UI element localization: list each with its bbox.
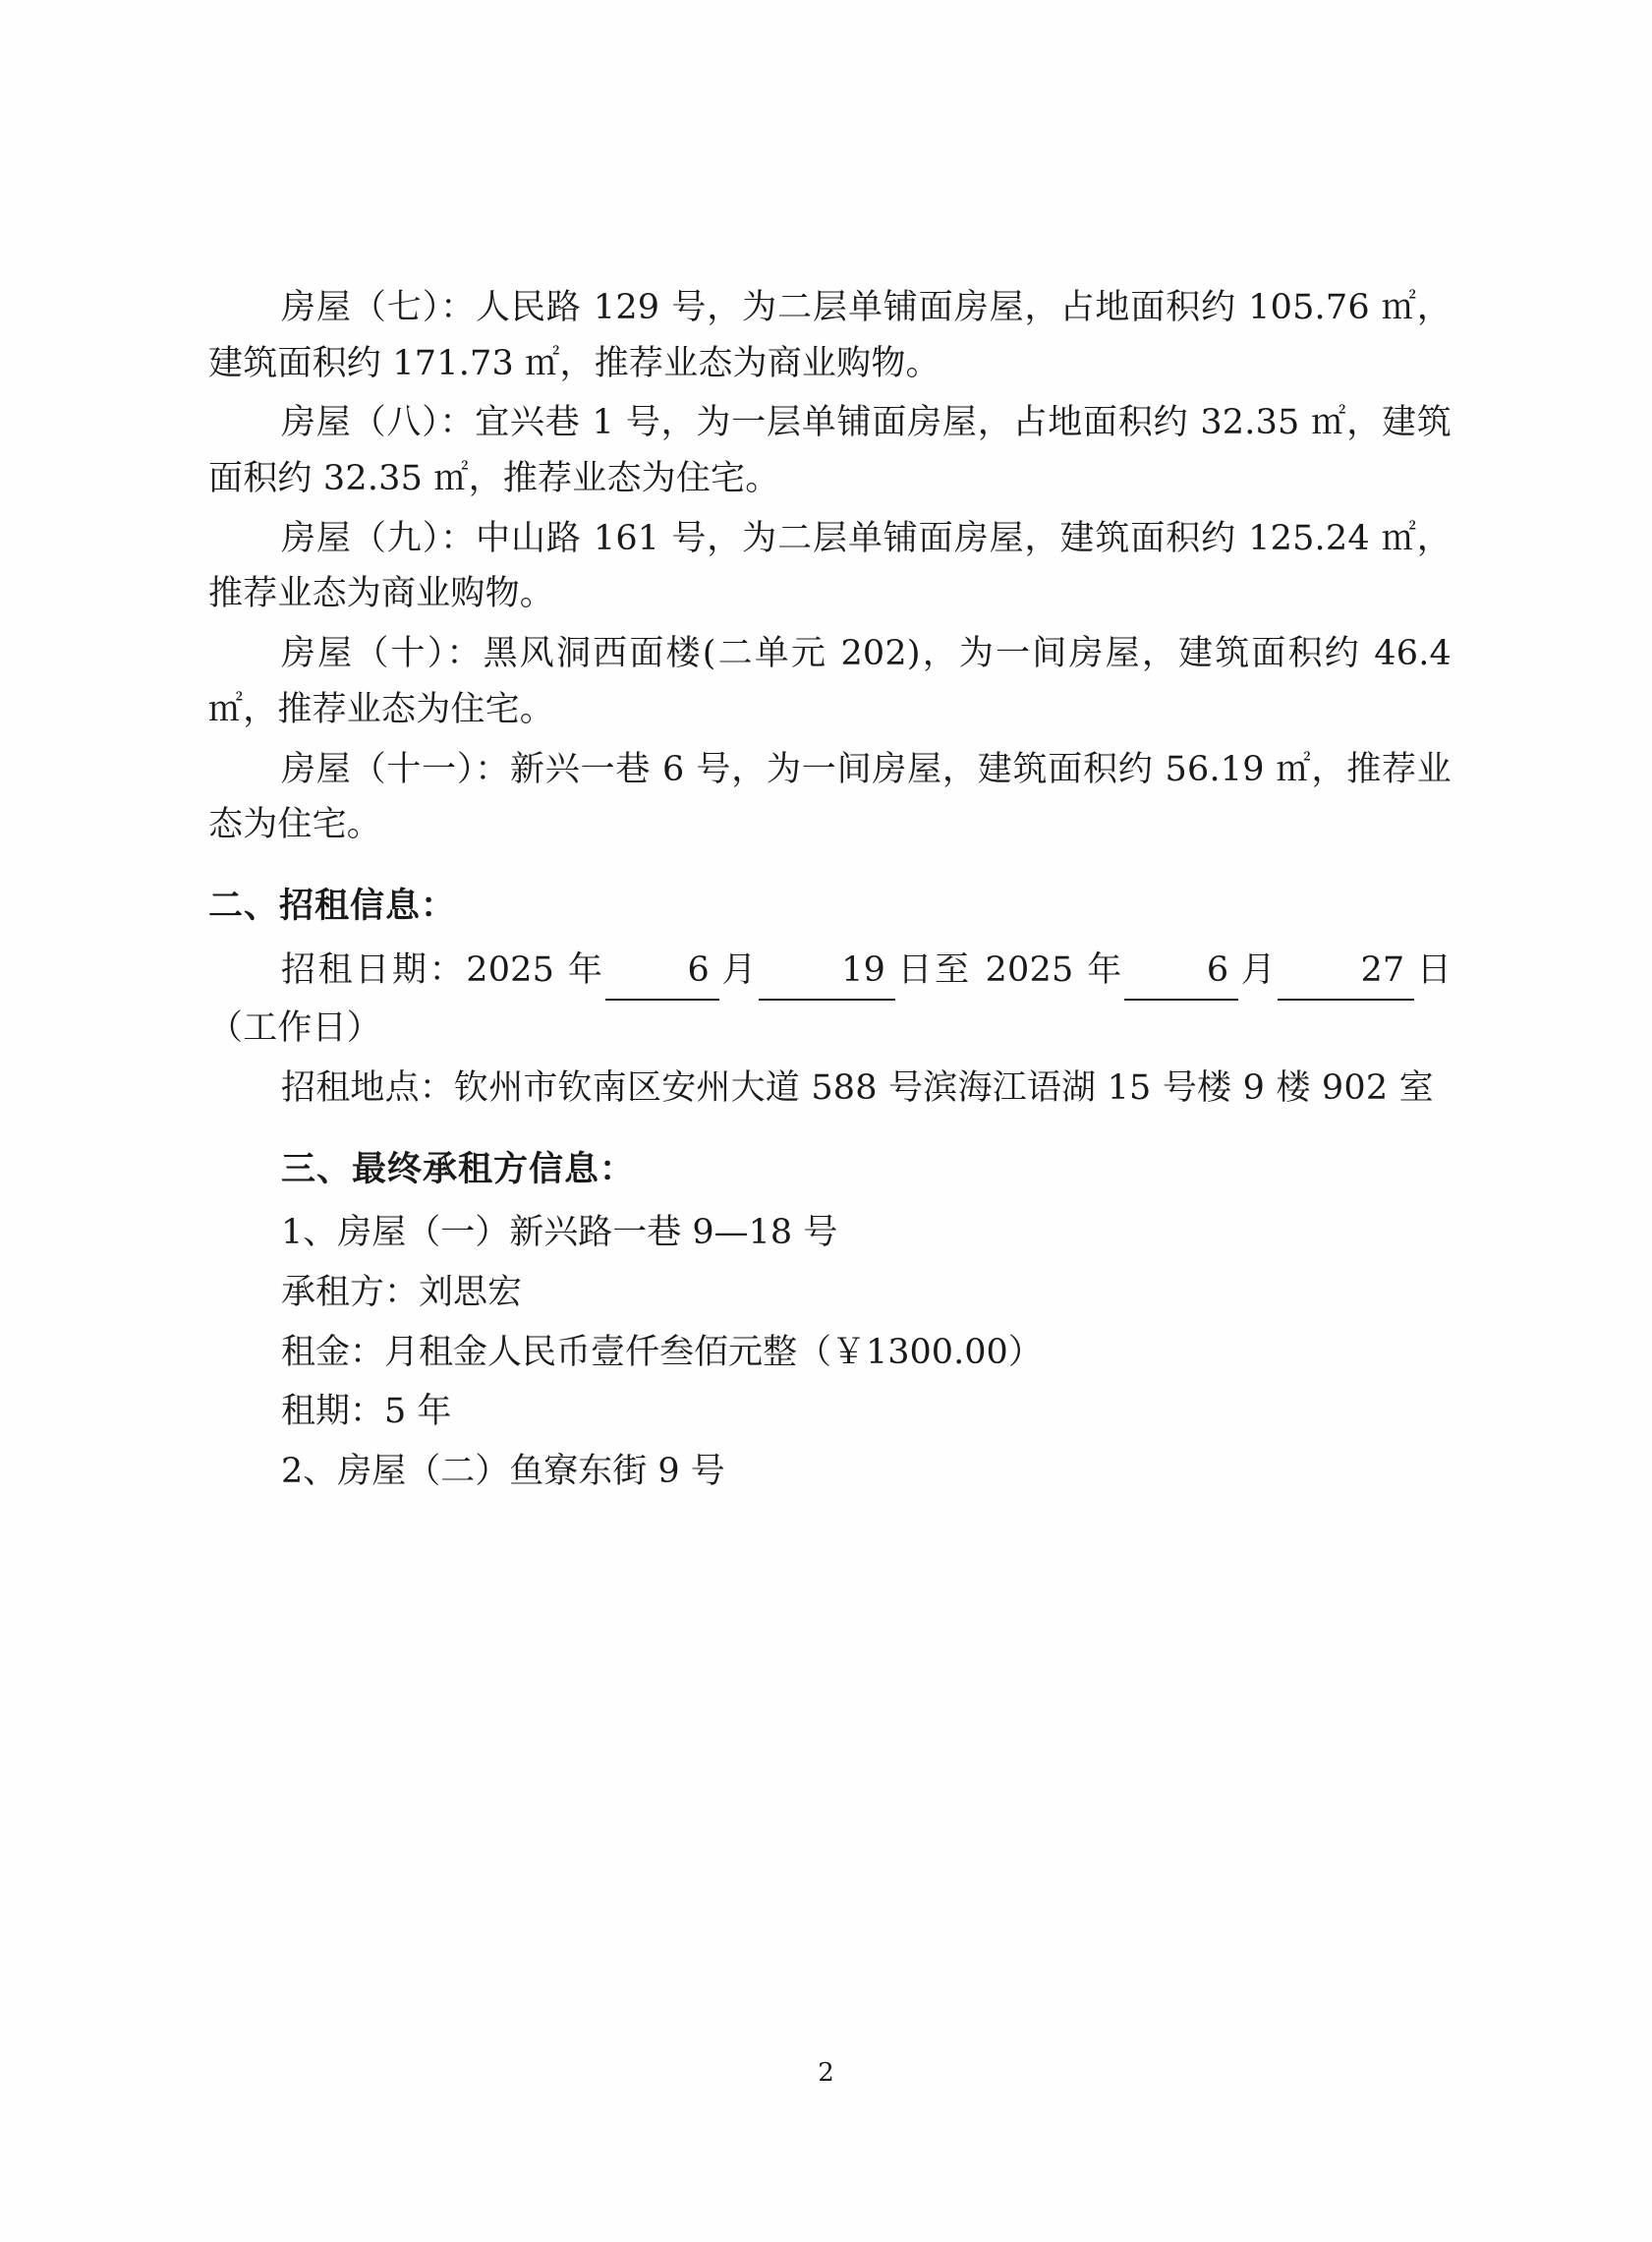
tenant-item-1-title: 1、房屋（一）新兴路一巷 9—18 号 [281,1213,838,1253]
page-number: 2 [818,2058,834,2088]
rental-month-start: 6 [605,943,719,1002]
section-heading-three: 三、最终承租方信息： [281,1148,636,1189]
rental-day-unit-1: 日至 2025 年 [895,949,1124,990]
tenant-item-1-tenant: 承租方：刘思宏 [281,1273,523,1312]
tenant-item-2-title: 2、房屋（二）鱼寮东街 9 号 [281,1452,725,1492]
paragraph-house-10: 房屋（十）：黑风洞西面楼(二单元 202)，为一间房屋，建筑面积约 46.4 ㎡，推荐业态为住宅。 [208,634,1452,729]
rental-month-unit-1: 月 [719,949,760,990]
rental-month-unit-2: 月 [1238,949,1279,990]
rental-place-line: 招租地点：钦州市钦南区安州大道 588 号滨海江语湖 15 号楼 9 楼 902 室 [281,1067,1434,1108]
paragraph-house-11: 房屋（十一）：新兴一巷 6 号，为一间房屋，建筑面积约 56.19 ㎡，推荐业态为住宅。 [208,749,1452,845]
rental-day-start: 19 [759,943,895,1002]
paragraph-house-8: 房屋（八）：宜兴巷 1 号，为一层单铺面房屋，占地面积约 32.35 ㎡，建筑面积约 32.35 ㎡，推荐业态为住宅。 [208,403,1452,499]
tenant-item-1-rent: 租金：月租金人民币壹仟叁佰元整（￥1300.00） [281,1332,1043,1372]
rental-month-end: 6 [1124,943,1238,1002]
rental-date-prefix: 招租日期：2025 年 [281,949,605,990]
rental-date-line [208,943,1452,1057]
paragraph-house-7: 房屋（七）：人民路 129 号，为二层单铺面房屋，占地面积约 105.76 ㎡，建筑面积约 171.73 ㎡，推荐业态为商业购物。 [208,288,1452,383]
rental-date-suffix: 日（工作日） [208,949,1453,1049]
tenant-item-1-term: 租期：5 年 [281,1392,452,1432]
section-heading-two: 二、招租信息： [208,885,457,926]
paragraph-house-9: 房屋（九）：中山路 161 号，为二层单铺面房屋，建筑面积约 125.24 ㎡，推荐业态为商业购物。 [208,518,1452,614]
rental-day-end: 27 [1278,943,1414,1002]
document-body [208,280,1452,1504]
